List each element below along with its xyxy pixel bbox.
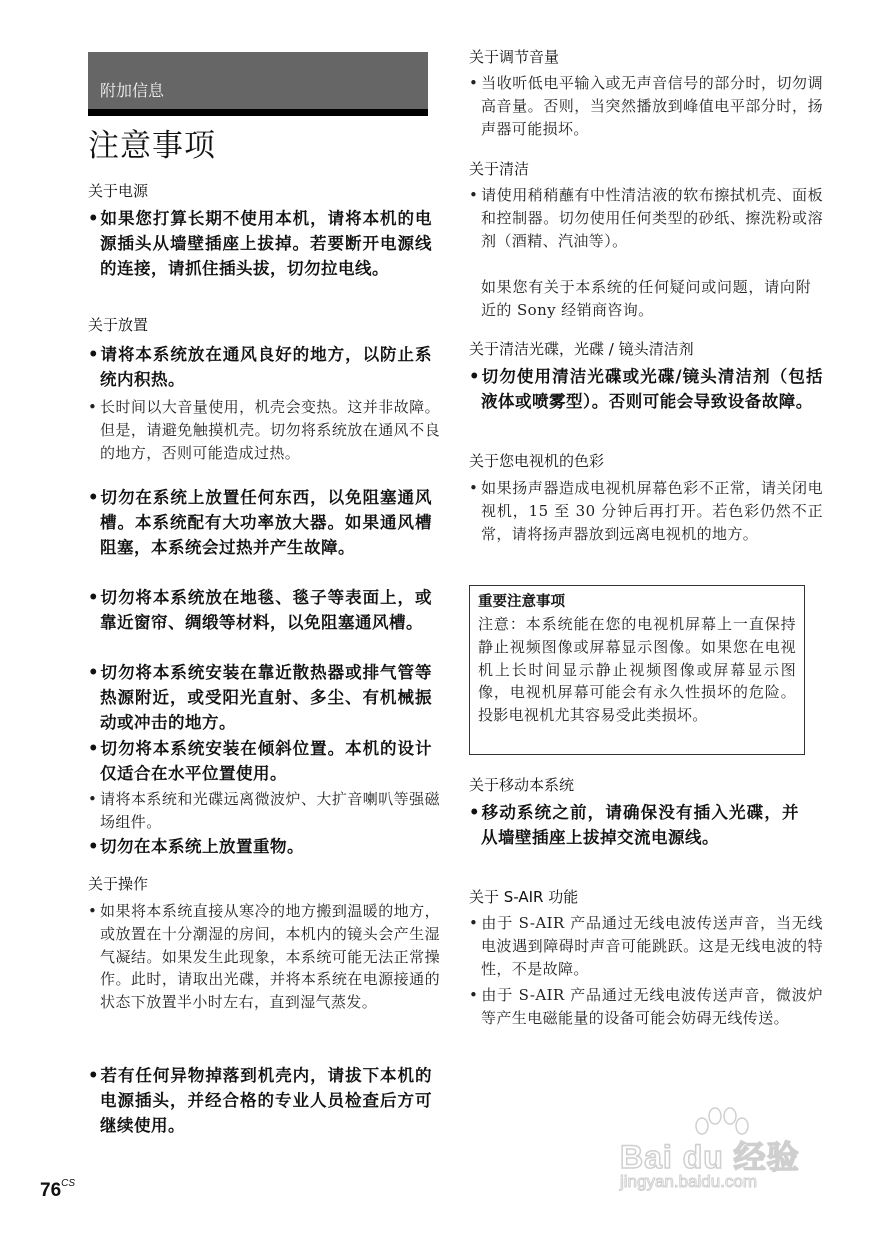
bullet-icon: • — [469, 367, 481, 386]
page-number: $76^{CS}$ — [40, 1178, 76, 1201]
disc-cleaning-item-1: •切勿使用清洁光碟或光碟/镜头清洁剂（包括液体或喷雾型）。否则可能会导致设备故障。 — [469, 364, 823, 414]
heading-power: 关于电源 — [88, 182, 149, 200]
heading-disc-cleaning: 关于清洁光碟，光碟 / 镜头清洁剂 — [469, 340, 694, 358]
bullet-icon: • — [469, 803, 481, 822]
bullet-icon: • — [88, 488, 100, 507]
placement-item-3: •切勿在系统上放置任何东西，以免阻塞通风槽。本系统配有大功率放大器。如果通风槽阻塞，本系统会过热并产生故障。 — [88, 485, 432, 560]
bullet-icon: • — [88, 588, 100, 607]
bullet-icon: • — [88, 345, 100, 364]
bullet-icon: • — [469, 479, 479, 497]
operation-item-2: •若有任何异物掉落到机壳内，请拔下本机的电源插头，并经合格的专业人员检查后方可继续使用。 — [88, 1063, 432, 1138]
bullet-icon: • — [88, 398, 98, 416]
bullet-icon: • — [469, 986, 479, 1004]
placement-item-4: •切勿将本系统放在地毯、毯子等表面上，或靠近窗帘、绸缎等材料，以免阻塞通风槽。 — [88, 585, 432, 635]
placement-item-5: •切勿将本系统安装在靠近散热器或排气管等热源附近，或受阳光直射、多尘、有机械振动或冲击的地方。 — [88, 660, 432, 735]
bullet-icon: • — [469, 186, 479, 204]
page-title: 注意事项 — [88, 128, 216, 164]
s-air-item-1: • 由于 S-AIR 产品通过无线电波传送声音，当无线电波遇到障碍时声音可能跳跃。这是无线电波的特性，不是故障。 — [469, 914, 823, 978]
operation-item-1: • 如果将本系统直接从寒冷的地方搬到温暖的地方，或放置在十分潮湿的房间，本机内的镜头会产生湿气凝结。如果发生此现象，本系统可能无法正常操作。此时，请取出光碟，并将本系统在电源接通的状态下放置半小时左右，直到湿气蒸发。 — [88, 902, 440, 1012]
important-notice-title: 重要注意事项 — [478, 594, 565, 610]
bullet-icon: • — [469, 914, 479, 932]
watermark-url: jingyan.baidu.com — [620, 1172, 758, 1191]
placement-item-8: •切勿在本系统上放置重物。 — [88, 834, 432, 859]
heading-s-air: 关于 S-AIR 功能 — [469, 888, 579, 906]
s-air-item-2: • 由于 S-AIR 产品通过无线电波传送声音，微波炉等产生电磁能量的设备可能会妨碍无线传送。 — [469, 986, 823, 1027]
cleaning-note: 如果您有关于本系统的任何疑问或问题，请向附近的 Sony 经销商咨询。 — [481, 278, 811, 319]
bullet-icon: • — [88, 209, 100, 228]
moving-item-1: •移动系统之前，请确保没有插入光碟，并从墙壁插座上拔掉交流电源线。 — [469, 800, 799, 850]
volume-item-1: • 当收听低电平输入或无声音信号的部分时，切勿调高音量。否则，当突然播放到峰值电平部分时，扬声器可能损坏。 — [469, 74, 823, 138]
cleaning-item-1: • 请使用稍稍蘸有中性清洁液的软布擦拭机壳、面板和控制器。切勿使用任何类型的砂纸、擦洗粉或溶剂（酒精、汽油等）。 — [469, 186, 823, 250]
bullet-icon: • — [88, 1066, 100, 1085]
bullet-icon: • — [88, 837, 100, 856]
bullet-icon: • — [88, 902, 98, 920]
bullet-icon: • — [88, 663, 100, 682]
placement-item-6: •切勿将本系统安装在倾斜位置。本机的设计仅适合在水平位置使用。 — [88, 736, 432, 786]
bullet-icon: • — [88, 790, 98, 808]
heading-placement: 关于放置 — [88, 316, 149, 334]
placement-item-7: • 请将本系统和光碟远离微波炉、大扩音喇叭等强磁场组件。 — [88, 790, 440, 831]
heading-tv-color: 关于您电视机的色彩 — [469, 452, 605, 470]
placement-item-1: •请将本系统放在通风良好的地方，以防止系统内积热。 — [88, 342, 432, 392]
watermark-logo: Bai du 经验 — [620, 1139, 800, 1175]
heading-moving: 关于移动本系统 — [469, 776, 575, 794]
bullet-icon: • — [469, 74, 479, 92]
section-label: 附加信息 — [100, 81, 165, 100]
heading-operation: 关于操作 — [88, 875, 149, 893]
important-notice-box — [469, 585, 805, 755]
tv-color-item-1: • 如果扬声器造成电视机屏幕色彩不正常，请关闭电视机，15 至 30 分钟后再打开。若色彩仍然不正常，请将扬声器放到远离电视机的地方。 — [469, 479, 823, 543]
section-header-band — [88, 52, 428, 116]
baidu-watermark — [620, 1110, 820, 1230]
power-item-1: •如果您打算长期不使用本机，请将本机的电源插头从墙壁插座上拔掉。若要断开电源线的连接，请抓住插头拔，切勿拉电线。 — [88, 206, 432, 281]
heading-cleaning: 关于清洁 — [469, 160, 530, 178]
heading-volume: 关于调节音量 — [469, 48, 560, 66]
important-notice-body: 注意：本系统能在您的电视机屏幕上一直保持静止视频图像或屏幕显示图像。如果您在电视机上长时间显示静止视频图像或屏幕显示图像，电视机屏幕可能会有永久性损坏的危险。投影电视机尤其容易受此类损坏。 — [478, 615, 796, 725]
placement-item-2: • 长时间以大音量使用，机壳会变热。这并非故障。但是，请避免触摸机壳。切勿将系统放在通风不良的地方，否则可能造成过热。 — [88, 398, 440, 462]
bullet-icon: • — [88, 739, 100, 758]
